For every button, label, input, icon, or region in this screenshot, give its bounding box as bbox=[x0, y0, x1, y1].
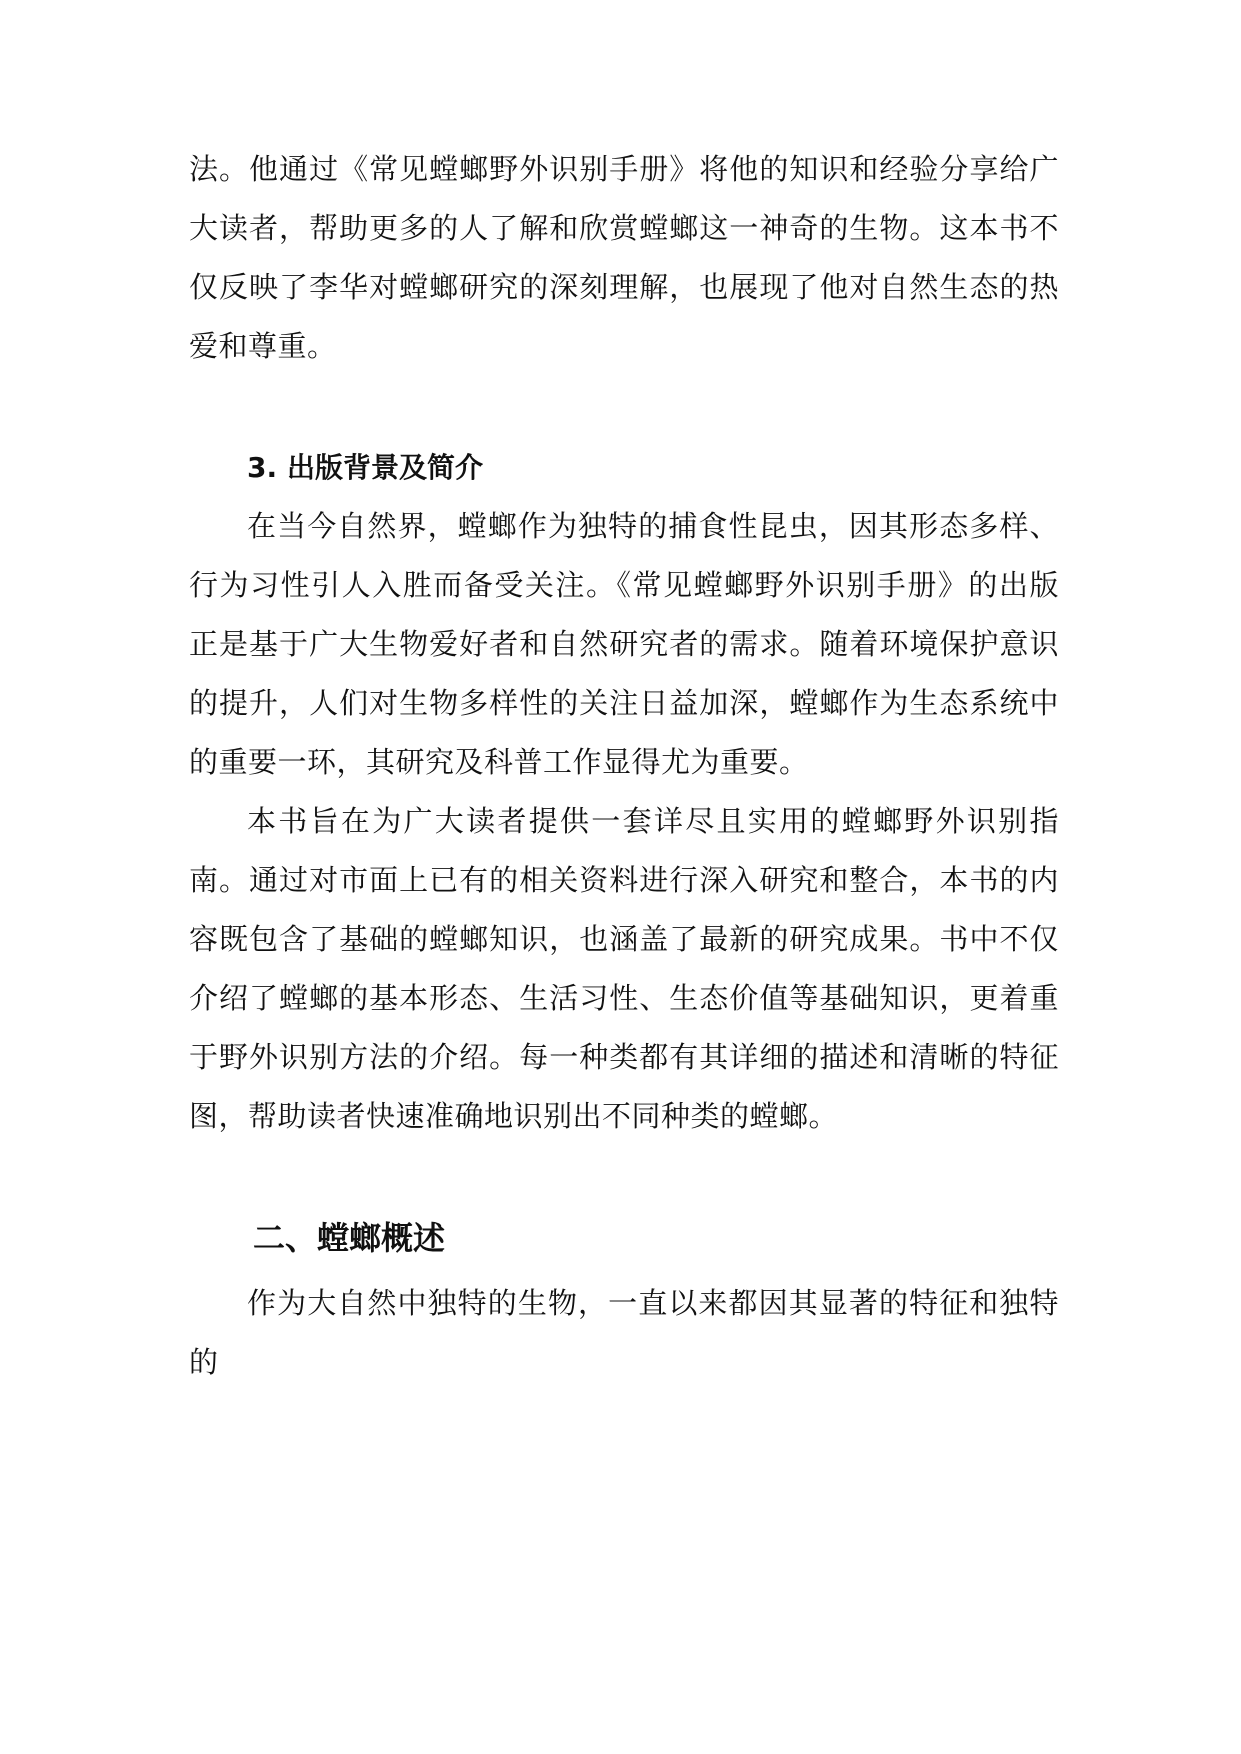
body-paragraph: 作为大自然中独特的生物，一直以来都因其显著的特征和独特的 bbox=[189, 1286, 1059, 1379]
spacer bbox=[189, 376, 1059, 438]
intro-paragraph: 法。他通过《常见螳螂野外识别手册》将他的知识和经验分享给广大读者，帮助更多的人了解和欣赏螳螂这一神奇的生物。这本书不仅反映了李华对螳螂研究的深刻理解，也展现了他对自然生态的热爱和尊重。 bbox=[189, 152, 1059, 363]
section-title: 出版背景及简介 bbox=[287, 451, 484, 484]
body-paragraph: 在当今自然界，螳螂作为独特的捕食性昆虫，因其形态多样、行为习性引人入胜而备受关注。《常见螳螂野外识别手册》的出版正是基于广大生物爱好者和自然研究者的需求。随着环境保护意识的提升，人们对生物多样性的关注日益加深，螳螂作为生态系统中的重要一环，其研究及科普工作显得尤为重要。 bbox=[189, 509, 1059, 779]
page-content bbox=[189, 140, 1059, 1392]
section-number: 3. bbox=[247, 451, 278, 484]
section-heading bbox=[189, 438, 1059, 497]
spacer bbox=[189, 1146, 1059, 1206]
chapter-heading: 二、螳螂概述 bbox=[253, 1219, 446, 1257]
body-paragraph: 本书旨在为广大读者提供一套详尽且实用的螳螂野外识别指南。通过对市面上已有的相关资料进行深入研究和整合，本书的内容既包含了基础的螳螂知识，也涵盖了最新的研究成果。书中不仅介绍了螳螂的基本形态、生活习性、生态价值等基础知识，更着重于野外识别方法的介绍。每一种类都有其详细的描述和清晰的特征图，帮助读者快速准确地识别出不同种类的螳螂。 bbox=[189, 804, 1059, 1133]
